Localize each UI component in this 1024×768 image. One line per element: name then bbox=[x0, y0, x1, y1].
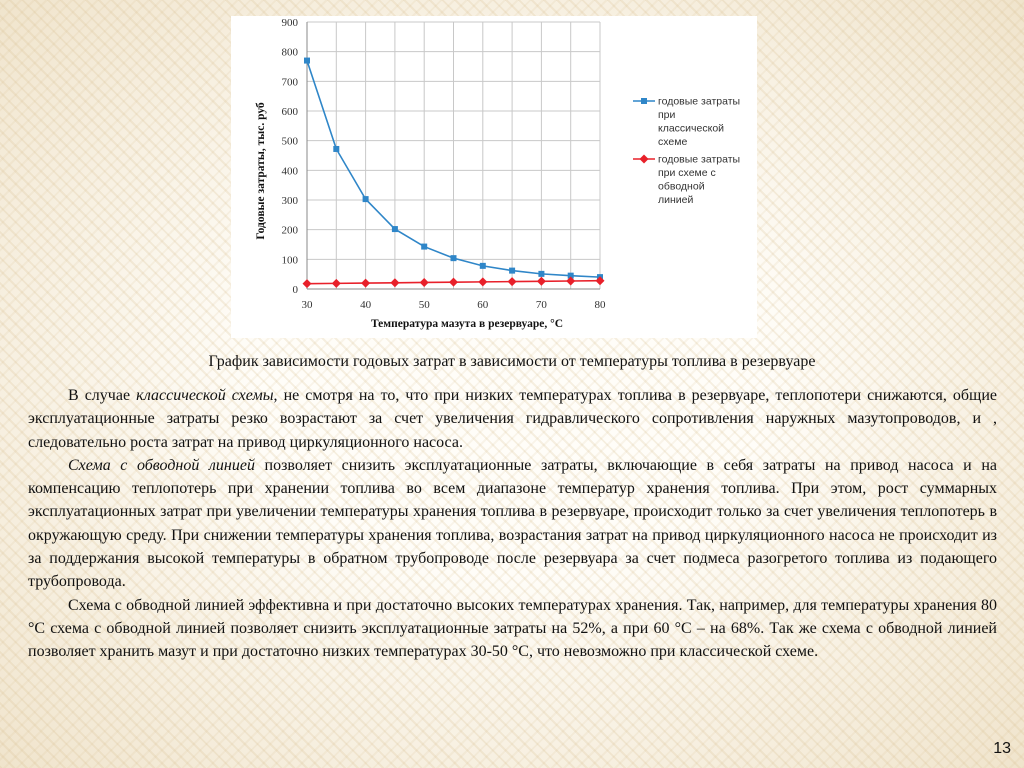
legend-label: при bbox=[658, 109, 676, 121]
data-point-series-2 bbox=[332, 279, 341, 288]
data-point-series-2 bbox=[478, 277, 487, 286]
data-point-series-1 bbox=[509, 268, 515, 274]
x-tick-label: 80 bbox=[594, 299, 606, 311]
cost-temperature-chart bbox=[231, 16, 757, 338]
legend-label: схеме bbox=[658, 136, 688, 148]
data-point-series-1 bbox=[392, 226, 398, 232]
legend-label: обводной bbox=[658, 180, 705, 193]
data-point-series-1 bbox=[421, 244, 427, 250]
x-axis-title: Температура мазута в резервуаре, °С bbox=[370, 318, 564, 330]
emphasis-bypass-scheme: Схема с обводной линией bbox=[68, 456, 255, 474]
data-point-series-2 bbox=[303, 279, 312, 288]
data-point-series-1 bbox=[363, 196, 369, 202]
legend-marker bbox=[640, 155, 649, 164]
data-point-series-2 bbox=[420, 278, 429, 287]
data-point-series-1 bbox=[480, 263, 486, 269]
x-tick-label: 60 bbox=[477, 299, 489, 311]
paragraph-3: Схема с обводной линией эффективна и при достаточно высоких температурах хранения. Так, например, для температуры хранения 80 °С схема с обводной линией позволяет снизить эксплуатационные затраты на 52%, а при 60 °С – на 68%. Так же схема с обводной линией позволяет хранить мазут и при достаточно низких температурах 30-50 °С, что невозможно при классической схеме. bbox=[28, 596, 997, 661]
data-point-series-1 bbox=[538, 271, 544, 277]
y-tick-label: 700 bbox=[281, 76, 298, 89]
y-tick-label: 100 bbox=[281, 254, 298, 267]
legend-label: годовые затраты bbox=[658, 95, 741, 108]
y-tick-label: 500 bbox=[281, 135, 298, 148]
y-tick-label: 0 bbox=[292, 284, 298, 296]
y-tick-label: 300 bbox=[281, 195, 298, 207]
data-point-series-2 bbox=[390, 278, 399, 287]
data-point-series-2 bbox=[449, 278, 458, 287]
chart-panel bbox=[231, 16, 757, 338]
x-tick-label: 30 bbox=[301, 299, 313, 311]
data-point-series-1 bbox=[333, 146, 339, 152]
x-tick-label: 40 bbox=[360, 299, 372, 311]
data-point-series-1 bbox=[304, 58, 310, 64]
paragraph-1: В случае классической схемы, не смотря на то, что при низких температурах топлива в резервуаре, теплопотери снижаются, общие эксплуатационные затраты резко возрастают за счет увеличения гидравлического сопротивления наружных мазутопроводов, и , следовательно роста затрат на привод циркуляционного насоса. bbox=[28, 387, 998, 451]
x-tick-label: 50 bbox=[418, 299, 430, 311]
legend-label: при схеме с bbox=[658, 167, 716, 179]
data-point-series-2 bbox=[566, 276, 575, 285]
data-point-series-1 bbox=[451, 255, 457, 261]
legend-marker bbox=[641, 98, 647, 104]
y-tick-label: 600 bbox=[281, 106, 298, 118]
x-tick-label: 70 bbox=[535, 299, 547, 311]
body-text bbox=[28, 384, 997, 664]
emphasis-classic-scheme: классической схемы bbox=[136, 387, 274, 404]
y-axis-title: Годовые затраты, тыс. руб bbox=[255, 102, 267, 240]
y-tick-label: 900 bbox=[281, 17, 298, 29]
data-point-series-2 bbox=[508, 277, 517, 286]
legend-label: годовые затраты bbox=[658, 153, 741, 166]
legend-label: линией bbox=[658, 194, 694, 206]
data-point-series-2 bbox=[537, 277, 546, 286]
y-tick-label: 800 bbox=[281, 46, 298, 59]
legend-label: классической bbox=[658, 122, 725, 135]
chart-caption: График зависимости годовых затрат в зависимости от температуры топлива в резервуаре bbox=[208, 353, 816, 370]
paragraph-2: Схема с обводной линией позволяет снизить эксплуатационные затраты, включающие в себя затраты на привод насоса и на компенсацию теплопотерь при хранении топлива во всем диапазоне температур хранения топлива. При этом, рост суммарных эксплуатационных затрат при увеличении температуры хранения топлива в резервуаре, происходит только за счет увеличения теплопотерь в окружающую среду. При снижении температуры хранения топлива, возрастания затрат на привод циркуляционного насоса не происходит из за поддержания высокой температуры в обратном трубопроводе после резервуара за счет подмеса разогретого топлива из подающего трубопровода. bbox=[28, 456, 997, 591]
y-tick-label: 200 bbox=[281, 224, 298, 237]
page-number: 13 bbox=[993, 740, 1011, 757]
y-tick-label: 400 bbox=[281, 165, 298, 178]
data-point-series-2 bbox=[361, 279, 370, 288]
